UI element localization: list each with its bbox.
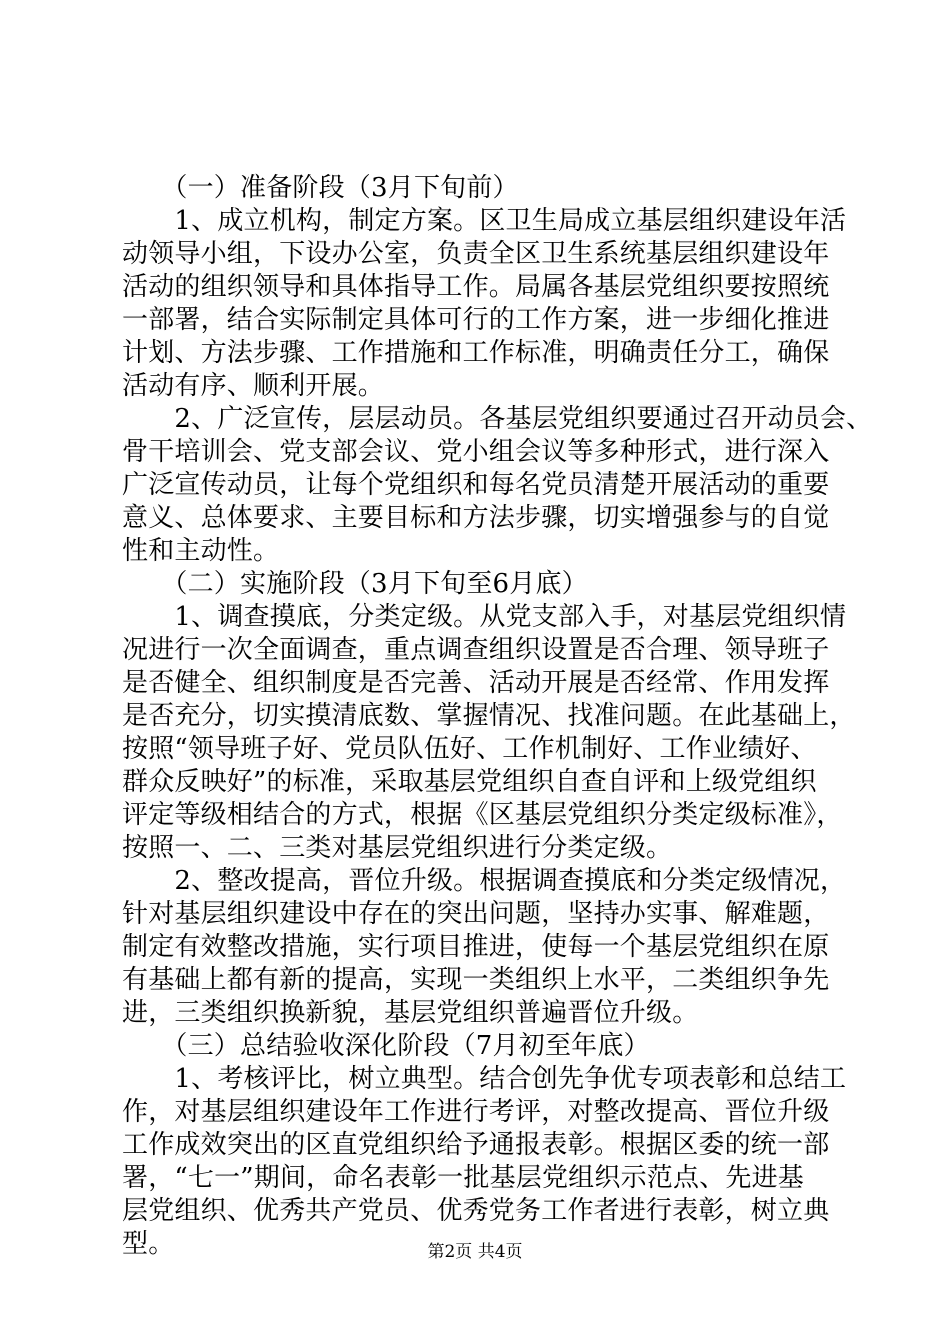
paragraph-line: 动领导小组，下设办公室，负责全区卫生系统基层组织建设年 (122, 239, 830, 269)
paragraph-line: 型。 (122, 1229, 175, 1259)
paragraph-line: 按照“领导班子好、党员队伍好、工作机制好、工作业绩好、 (122, 734, 817, 764)
section-heading: （三）总结验收深化阶段（7月初至年底） (122, 1031, 650, 1061)
paragraph-line: 是否充分，切实摸清底数、掌握情况、找准问题。在此基础上， (122, 701, 856, 731)
paragraph-line: 计划、方法步骤、工作措施和工作标准，明确责任分工，确保 (122, 338, 830, 368)
paragraph-line: 2、广泛宣传，层层动员。各基层党组织要通过召开动员会、 (122, 404, 873, 434)
paragraph-line: 活动的组织领导和具体指导工作。局属各基层党组织要按照统 (122, 272, 830, 302)
paragraph-line: 评定等级相结合的方式，根据《区基层党组织分类定级标准》， (122, 800, 843, 830)
paragraph-line: 有基础上都有新的提高，实现一类组织上水平，二类组织争先 (122, 965, 830, 995)
paragraph-line: 活动有序、顺利开展。 (122, 371, 385, 401)
paragraph-line: 广泛宣传动员，让每个党组织和每名党员清楚开展活动的重要 (122, 470, 830, 500)
section-heading: （一）准备阶段（3月下旬前） (122, 173, 519, 203)
paragraph-line: 层党组织、优秀共产党员、优秀党务工作者进行表彰，树立典 (122, 1196, 830, 1226)
paragraph-line: 一部署，结合实际制定具体可行的工作方案，进一步细化推进 (122, 305, 830, 335)
paragraph-line: 是否健全、组织制度是否完善、活动开展是否经常、作用发挥 (122, 668, 830, 698)
paragraph-line: 性和主动性。 (122, 536, 280, 566)
paragraph-line: 群众反映好”的标准，采取基层党组织自查自评和上级党组织 (122, 767, 817, 797)
paragraph-line: 按照一、二、三类对基层党组织进行分类定级。 (122, 833, 673, 863)
paragraph-line: 作，对基层组织建设年工作进行考评，对整改提高、晋位升级 (122, 1097, 830, 1127)
paragraph-line: 1、调查摸底，分类定级。从党支部入手，对基层党组织情 (122, 602, 847, 632)
paragraph-line: 工作成效突出的区直党组织给予通报表彰。根据区委的统一部 (122, 1130, 830, 1160)
paragraph-line: 况进行一次全面调查，重点调查组织设置是否合理、领导班子 (122, 635, 830, 665)
paragraph-line: 骨干培训会、党支部会议、党小组会议等多种形式，进行深入 (122, 437, 830, 467)
section-heading: （二）实施阶段（3月下旬至6月底） (122, 569, 588, 599)
paragraph-line: 署，“七一”期间，命名表彰一批基层党组织示范点、先进基 (122, 1163, 804, 1193)
paragraph-line: 1、考核评比，树立典型。结合创先争优专项表彰和总结工 (122, 1064, 847, 1094)
paragraph-line: 2、整改提高，晋位升级。根据调查摸底和分类定级情况， (122, 866, 847, 896)
paragraph-line: 意义、总体要求、主要目标和方法步骤，切实增强参与的自觉 (122, 503, 830, 533)
document-body (122, 172, 873, 1261)
paragraph-line: 进，三类组织换新貌，基层党组织普遍晋位升级。 (122, 998, 699, 1028)
page-footer: 第2页 共4页 (427, 1242, 523, 1262)
paragraph-line: 针对基层组织建设中存在的突出问题，坚持办实事、解难题， (122, 899, 830, 929)
paragraph-line: 制定有效整改措施，实行项目推进，使每一个基层党组织在原 (122, 932, 830, 962)
paragraph-line: 1、成立机构，制定方案。区卫生局成立基层组织建设年活 (122, 206, 847, 236)
